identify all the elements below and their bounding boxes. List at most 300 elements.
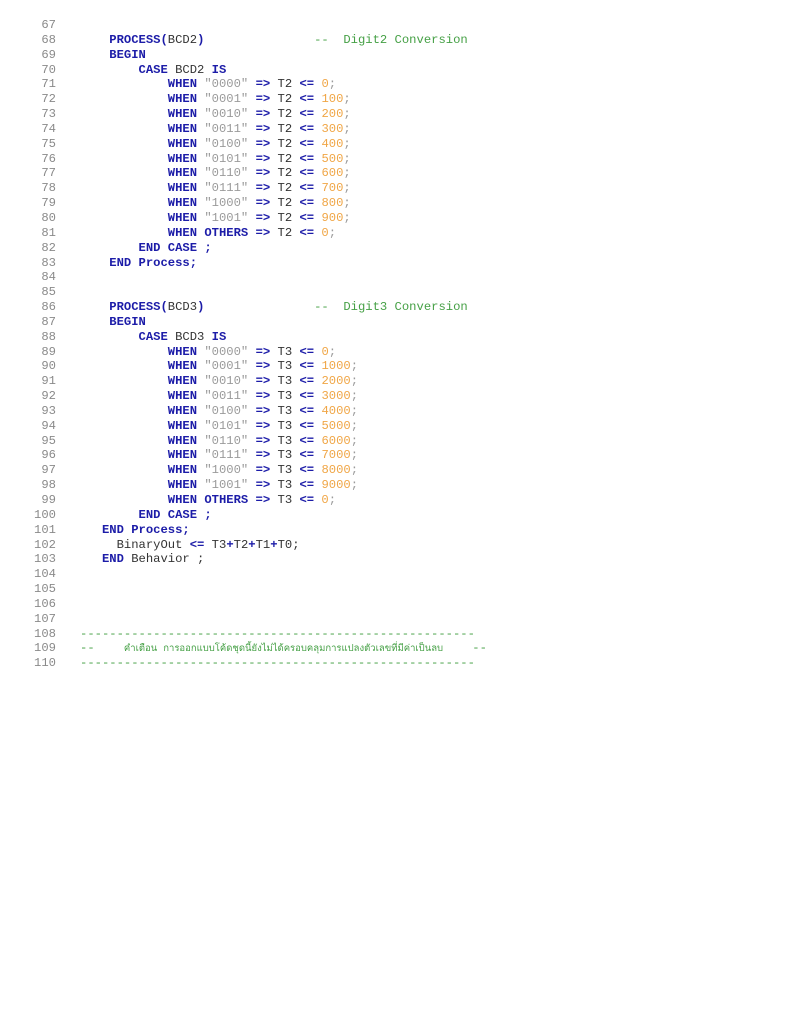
code-token: BEGIN [109, 47, 146, 62]
code-text [80, 508, 212, 523]
code-token: => [255, 107, 271, 122]
code-token: WHEN [167, 196, 198, 211]
code-token: => [255, 166, 271, 181]
code-line [0, 612, 791, 627]
line-number: 82 [41, 240, 56, 255]
code-token: <= [299, 374, 315, 389]
code-text [80, 137, 351, 152]
code-token: 0 [321, 344, 329, 359]
line-number: 90 [41, 359, 56, 374]
code-token [248, 107, 255, 121]
code-token: => [255, 77, 271, 92]
code-text [80, 552, 204, 567]
line-number: 93 [41, 403, 56, 418]
code-token: <= [299, 463, 315, 478]
code-token: Behavior ; [123, 552, 205, 567]
code-token: => [255, 448, 271, 463]
code-line [0, 18, 791, 33]
code-token: <= [299, 389, 315, 404]
code-token: + [248, 537, 256, 552]
code-token: T3 [270, 463, 300, 478]
code-text [80, 448, 358, 463]
code-token: "1001" [204, 210, 249, 225]
code-line [0, 315, 791, 330]
code-line [0, 567, 791, 582]
code-token: 1000 [321, 359, 351, 374]
line-number: 95 [41, 433, 56, 448]
code-token: WHEN [167, 433, 198, 448]
code-editor [0, 18, 791, 671]
code-token [248, 434, 255, 448]
code-token: ------------------------------------------------------ [80, 656, 475, 671]
code-token: => [255, 374, 271, 389]
code-text [80, 77, 336, 92]
code-token: ; [328, 77, 337, 92]
code-text [80, 419, 358, 434]
line-number: 102 [34, 537, 56, 552]
code-text [80, 48, 146, 63]
code-line [0, 226, 791, 241]
line-number: 103 [34, 552, 56, 567]
code-text [80, 63, 226, 78]
code-token: <= [299, 210, 315, 225]
code-token: "0000" [204, 77, 249, 92]
code-line [0, 538, 791, 553]
code-token [248, 493, 255, 507]
code-token: "0010" [204, 107, 249, 122]
line-number: 94 [41, 418, 56, 433]
code-token: WHEN [167, 121, 198, 136]
code-token: ; [350, 403, 359, 418]
code-text [80, 107, 351, 122]
code-token [248, 122, 255, 136]
code-token: ; [350, 374, 359, 389]
code-token: T3 [270, 374, 300, 389]
code-token: ) [197, 300, 205, 315]
code-token [248, 92, 255, 106]
code-token: -- Digit3 Conversion [314, 300, 468, 315]
code-token [248, 226, 255, 240]
line-number: 97 [41, 463, 56, 478]
code-token: WHEN [167, 389, 198, 404]
code-token: "1000" [204, 463, 249, 478]
code-text [80, 92, 351, 107]
code-line [0, 478, 791, 493]
code-line [0, 300, 791, 315]
line-number: 72 [41, 92, 56, 107]
line-number: 109 [34, 641, 56, 656]
code-text [80, 523, 190, 538]
code-line [0, 137, 791, 152]
code-line [0, 389, 791, 404]
line-number: 79 [41, 196, 56, 211]
line-number: 99 [41, 493, 56, 507]
line-number: 87 [41, 314, 56, 329]
code-line [0, 582, 791, 597]
code-token: 100 [321, 92, 344, 107]
code-text [80, 374, 358, 389]
code-token: WHEN [167, 374, 198, 389]
code-token: <= [299, 478, 315, 493]
code-token [248, 404, 255, 418]
code-token [204, 33, 314, 47]
code-token: ; [328, 344, 337, 359]
line-number: 67 [41, 18, 56, 32]
code-text [80, 256, 197, 271]
code-token [248, 181, 255, 195]
code-line [0, 77, 791, 92]
code-token: WHEN [167, 418, 198, 433]
code-token: WHEN [167, 107, 198, 122]
line-number: 75 [41, 136, 56, 151]
code-token: คำเตือน การออกแบบโค้ดชุดนี้ยังไม่ได้ครอบคลุมการแปลงตัวเลขที่มีค่าเป็นลบ [123, 643, 444, 655]
code-token: "0101" [204, 151, 249, 166]
code-text [80, 434, 358, 449]
code-token: "0111" [204, 181, 249, 196]
code-token: T2 [233, 537, 249, 552]
code-token: WHEN [167, 77, 198, 92]
line-number: 89 [41, 344, 56, 359]
code-token: T2 [270, 181, 300, 196]
line-number: 81 [41, 225, 56, 240]
code-token: IS [211, 62, 227, 77]
code-line [0, 345, 791, 360]
code-line [0, 48, 791, 63]
code-line [0, 523, 791, 538]
line-number: 78 [41, 181, 56, 196]
line-number: 104 [34, 567, 56, 582]
code-line [0, 33, 791, 48]
code-text [80, 181, 351, 196]
code-token: ; [350, 418, 359, 433]
code-token: 700 [321, 181, 344, 196]
line-number: 70 [41, 62, 56, 77]
code-token: ; [343, 121, 351, 136]
code-token: => [255, 463, 271, 478]
code-text [80, 330, 226, 345]
code-token: -- Digit2 Conversion [314, 32, 468, 47]
code-line [0, 270, 791, 285]
code-token: T3 [270, 389, 300, 404]
code-token: ; [328, 493, 337, 507]
code-token: ; [204, 507, 212, 522]
code-token: "1001" [204, 478, 249, 493]
code-token: -- [80, 641, 124, 656]
code-line [0, 122, 791, 137]
code-line [0, 552, 791, 567]
code-token: T3 [270, 493, 300, 507]
line-number: 92 [41, 389, 56, 404]
line-number: 108 [34, 626, 56, 641]
code-token: ; [343, 210, 351, 225]
code-text [80, 345, 336, 360]
code-token: 0 [321, 77, 329, 92]
code-token: => [255, 403, 271, 418]
code-line [0, 463, 791, 478]
code-token: WHEN [167, 92, 198, 107]
code-token: T1 [255, 537, 271, 552]
code-line [0, 434, 791, 449]
code-text [80, 315, 146, 330]
code-token: T2 [270, 92, 300, 107]
line-number: 86 [41, 300, 56, 315]
code-token: => [255, 359, 271, 374]
code-token: BCD3 [167, 300, 198, 315]
code-token: "0100" [204, 136, 249, 151]
code-text [80, 627, 475, 642]
code-token: => [255, 210, 271, 225]
code-token: ; [350, 359, 359, 374]
code-token: END CASE [138, 507, 198, 522]
code-token [248, 389, 255, 403]
code-token [248, 196, 255, 210]
code-token: => [255, 181, 271, 196]
code-token [248, 211, 255, 225]
code-text [80, 196, 351, 211]
code-text [80, 359, 358, 374]
code-token: ; [204, 240, 212, 255]
code-token: T3 [204, 537, 227, 552]
code-token: CASE [138, 329, 168, 344]
code-line [0, 641, 791, 656]
code-token: <= [299, 403, 315, 418]
code-token: "0110" [204, 433, 249, 448]
code-line [0, 181, 791, 196]
code-token: T3 [270, 403, 300, 418]
code-token: END Process; [109, 255, 198, 270]
code-token: + [270, 537, 278, 552]
code-token: WHEN [167, 403, 198, 418]
code-token: 500 [321, 151, 344, 166]
code-token: <= [299, 359, 315, 374]
code-token: 0 [321, 225, 329, 240]
code-line [0, 404, 791, 419]
code-text [80, 478, 358, 493]
code-token: <= [299, 418, 315, 433]
code-token: PROCESS [109, 300, 161, 315]
code-token: BinaryOut [116, 537, 190, 552]
code-token: T3 [270, 359, 300, 374]
code-token: <= [299, 136, 315, 151]
code-text [80, 166, 351, 181]
code-token: T2 [270, 77, 300, 92]
code-line [0, 107, 791, 122]
code-token: "0011" [204, 389, 249, 404]
code-token: T2 [270, 210, 300, 225]
line-number: 85 [41, 285, 56, 300]
code-line [0, 92, 791, 107]
line-number: 83 [41, 255, 56, 270]
code-token: END [101, 552, 124, 567]
code-line [0, 374, 791, 389]
code-text [80, 538, 300, 553]
code-token: 4000 [321, 403, 351, 418]
code-token [204, 300, 314, 314]
code-text [80, 241, 212, 256]
line-number: 73 [41, 107, 56, 122]
code-token: <= [299, 92, 315, 107]
code-token: WHEN OTHERS [167, 225, 249, 240]
code-token: ; [343, 181, 351, 196]
code-text [80, 493, 336, 508]
code-token: BCD2 [167, 62, 212, 77]
code-token: ) [197, 32, 205, 47]
code-token: CASE [138, 62, 168, 77]
code-token: ( [160, 300, 168, 315]
code-token: "1000" [204, 196, 249, 211]
code-token: 6000 [321, 433, 351, 448]
code-token: ( [160, 32, 168, 47]
code-token: WHEN [167, 359, 198, 374]
code-token: END Process; [101, 522, 190, 537]
code-token: IS [211, 329, 227, 344]
code-token: 400 [321, 136, 344, 151]
code-token: 900 [321, 210, 344, 225]
code-token: => [255, 225, 271, 240]
code-token: => [255, 121, 271, 136]
code-token: WHEN [167, 151, 198, 166]
code-token: WHEN [167, 181, 198, 196]
code-token: => [255, 136, 271, 151]
code-token: T3 [270, 433, 300, 448]
line-number: 68 [41, 32, 56, 47]
code-token: T2 [270, 107, 300, 122]
code-token: + [226, 537, 234, 552]
code-token: ; [343, 107, 351, 122]
code-token: 600 [321, 166, 344, 181]
code-token: ; [350, 463, 359, 478]
code-token: "0101" [204, 418, 249, 433]
code-token [248, 152, 255, 166]
code-token: T3 [270, 344, 300, 359]
code-token: => [255, 433, 271, 448]
line-number: 96 [41, 448, 56, 463]
code-token [248, 345, 255, 359]
code-token: 200 [321, 107, 344, 122]
code-token: ; [328, 225, 337, 240]
code-text [80, 300, 468, 315]
code-token: 7000 [321, 448, 351, 463]
code-token: ; [343, 136, 351, 151]
code-text [80, 656, 475, 671]
line-number: 84 [41, 270, 56, 285]
code-token: END CASE [138, 240, 198, 255]
code-token: T3 [270, 448, 300, 463]
code-token: <= [299, 448, 315, 463]
code-token: => [255, 418, 271, 433]
code-token: "0001" [204, 92, 249, 107]
code-token: <= [299, 433, 315, 448]
code-token: ------------------------------------------------------ [80, 626, 475, 641]
code-token: 0 [321, 493, 329, 507]
code-text [80, 122, 351, 137]
code-token: T0; [277, 537, 300, 552]
code-line [0, 152, 791, 167]
code-token: <= [299, 151, 315, 166]
code-token: "0110" [204, 166, 249, 181]
code-token: ; [343, 92, 351, 107]
code-line [0, 166, 791, 181]
code-token: <= [189, 537, 205, 552]
code-line [0, 330, 791, 345]
code-token: WHEN [167, 463, 198, 478]
code-line [0, 493, 791, 508]
code-token: => [255, 92, 271, 107]
code-token: 2000 [321, 374, 351, 389]
code-token: => [255, 493, 271, 507]
code-token: 300 [321, 121, 344, 136]
code-token: T2 [270, 136, 300, 151]
line-number: 106 [34, 596, 56, 611]
line-number: 69 [41, 47, 56, 62]
code-token: => [255, 389, 271, 404]
code-token: <= [299, 493, 315, 507]
code-token: <= [299, 121, 315, 136]
code-token: -- [443, 641, 487, 656]
code-token: ; [350, 448, 359, 463]
code-token: WHEN [167, 136, 198, 151]
code-token: "0000" [204, 344, 249, 359]
code-token: WHEN [167, 166, 198, 181]
code-token: 3000 [321, 389, 351, 404]
code-token: WHEN [167, 210, 198, 225]
code-token: => [255, 196, 271, 211]
code-text [80, 33, 468, 48]
code-line [0, 597, 791, 612]
line-number: 107 [34, 611, 56, 626]
line-number: 77 [41, 166, 56, 181]
code-token [248, 359, 255, 373]
code-line [0, 256, 791, 271]
line-number: 101 [34, 522, 56, 537]
code-token: PROCESS [109, 32, 161, 47]
line-number: 98 [41, 478, 56, 493]
code-token: <= [299, 181, 315, 196]
code-token: <= [299, 107, 315, 122]
code-text [80, 211, 351, 226]
code-token: "0001" [204, 359, 249, 374]
code-line [0, 508, 791, 523]
code-text [80, 226, 336, 241]
code-token: <= [299, 196, 315, 211]
code-token: WHEN [167, 478, 198, 493]
code-token: T2 [270, 196, 300, 211]
code-token: T3 [270, 478, 300, 493]
code-token: <= [299, 344, 315, 359]
code-token [248, 137, 255, 151]
code-line [0, 211, 791, 226]
code-line [0, 196, 791, 211]
code-token: <= [299, 225, 315, 240]
line-number: 80 [41, 210, 56, 225]
code-token: WHEN [167, 344, 198, 359]
code-token: <= [299, 77, 315, 92]
line-number: 71 [41, 77, 56, 92]
code-token: "0100" [204, 403, 249, 418]
code-token: WHEN OTHERS [167, 493, 249, 507]
code-token [248, 166, 255, 180]
code-line [0, 627, 791, 642]
line-number: 74 [41, 121, 56, 136]
code-token: ; [343, 151, 351, 166]
code-token [248, 374, 255, 388]
code-token [248, 77, 255, 91]
code-token: => [255, 478, 271, 493]
line-number: 100 [34, 507, 56, 522]
code-line [0, 419, 791, 434]
code-token [248, 478, 255, 492]
code-text [80, 463, 358, 478]
